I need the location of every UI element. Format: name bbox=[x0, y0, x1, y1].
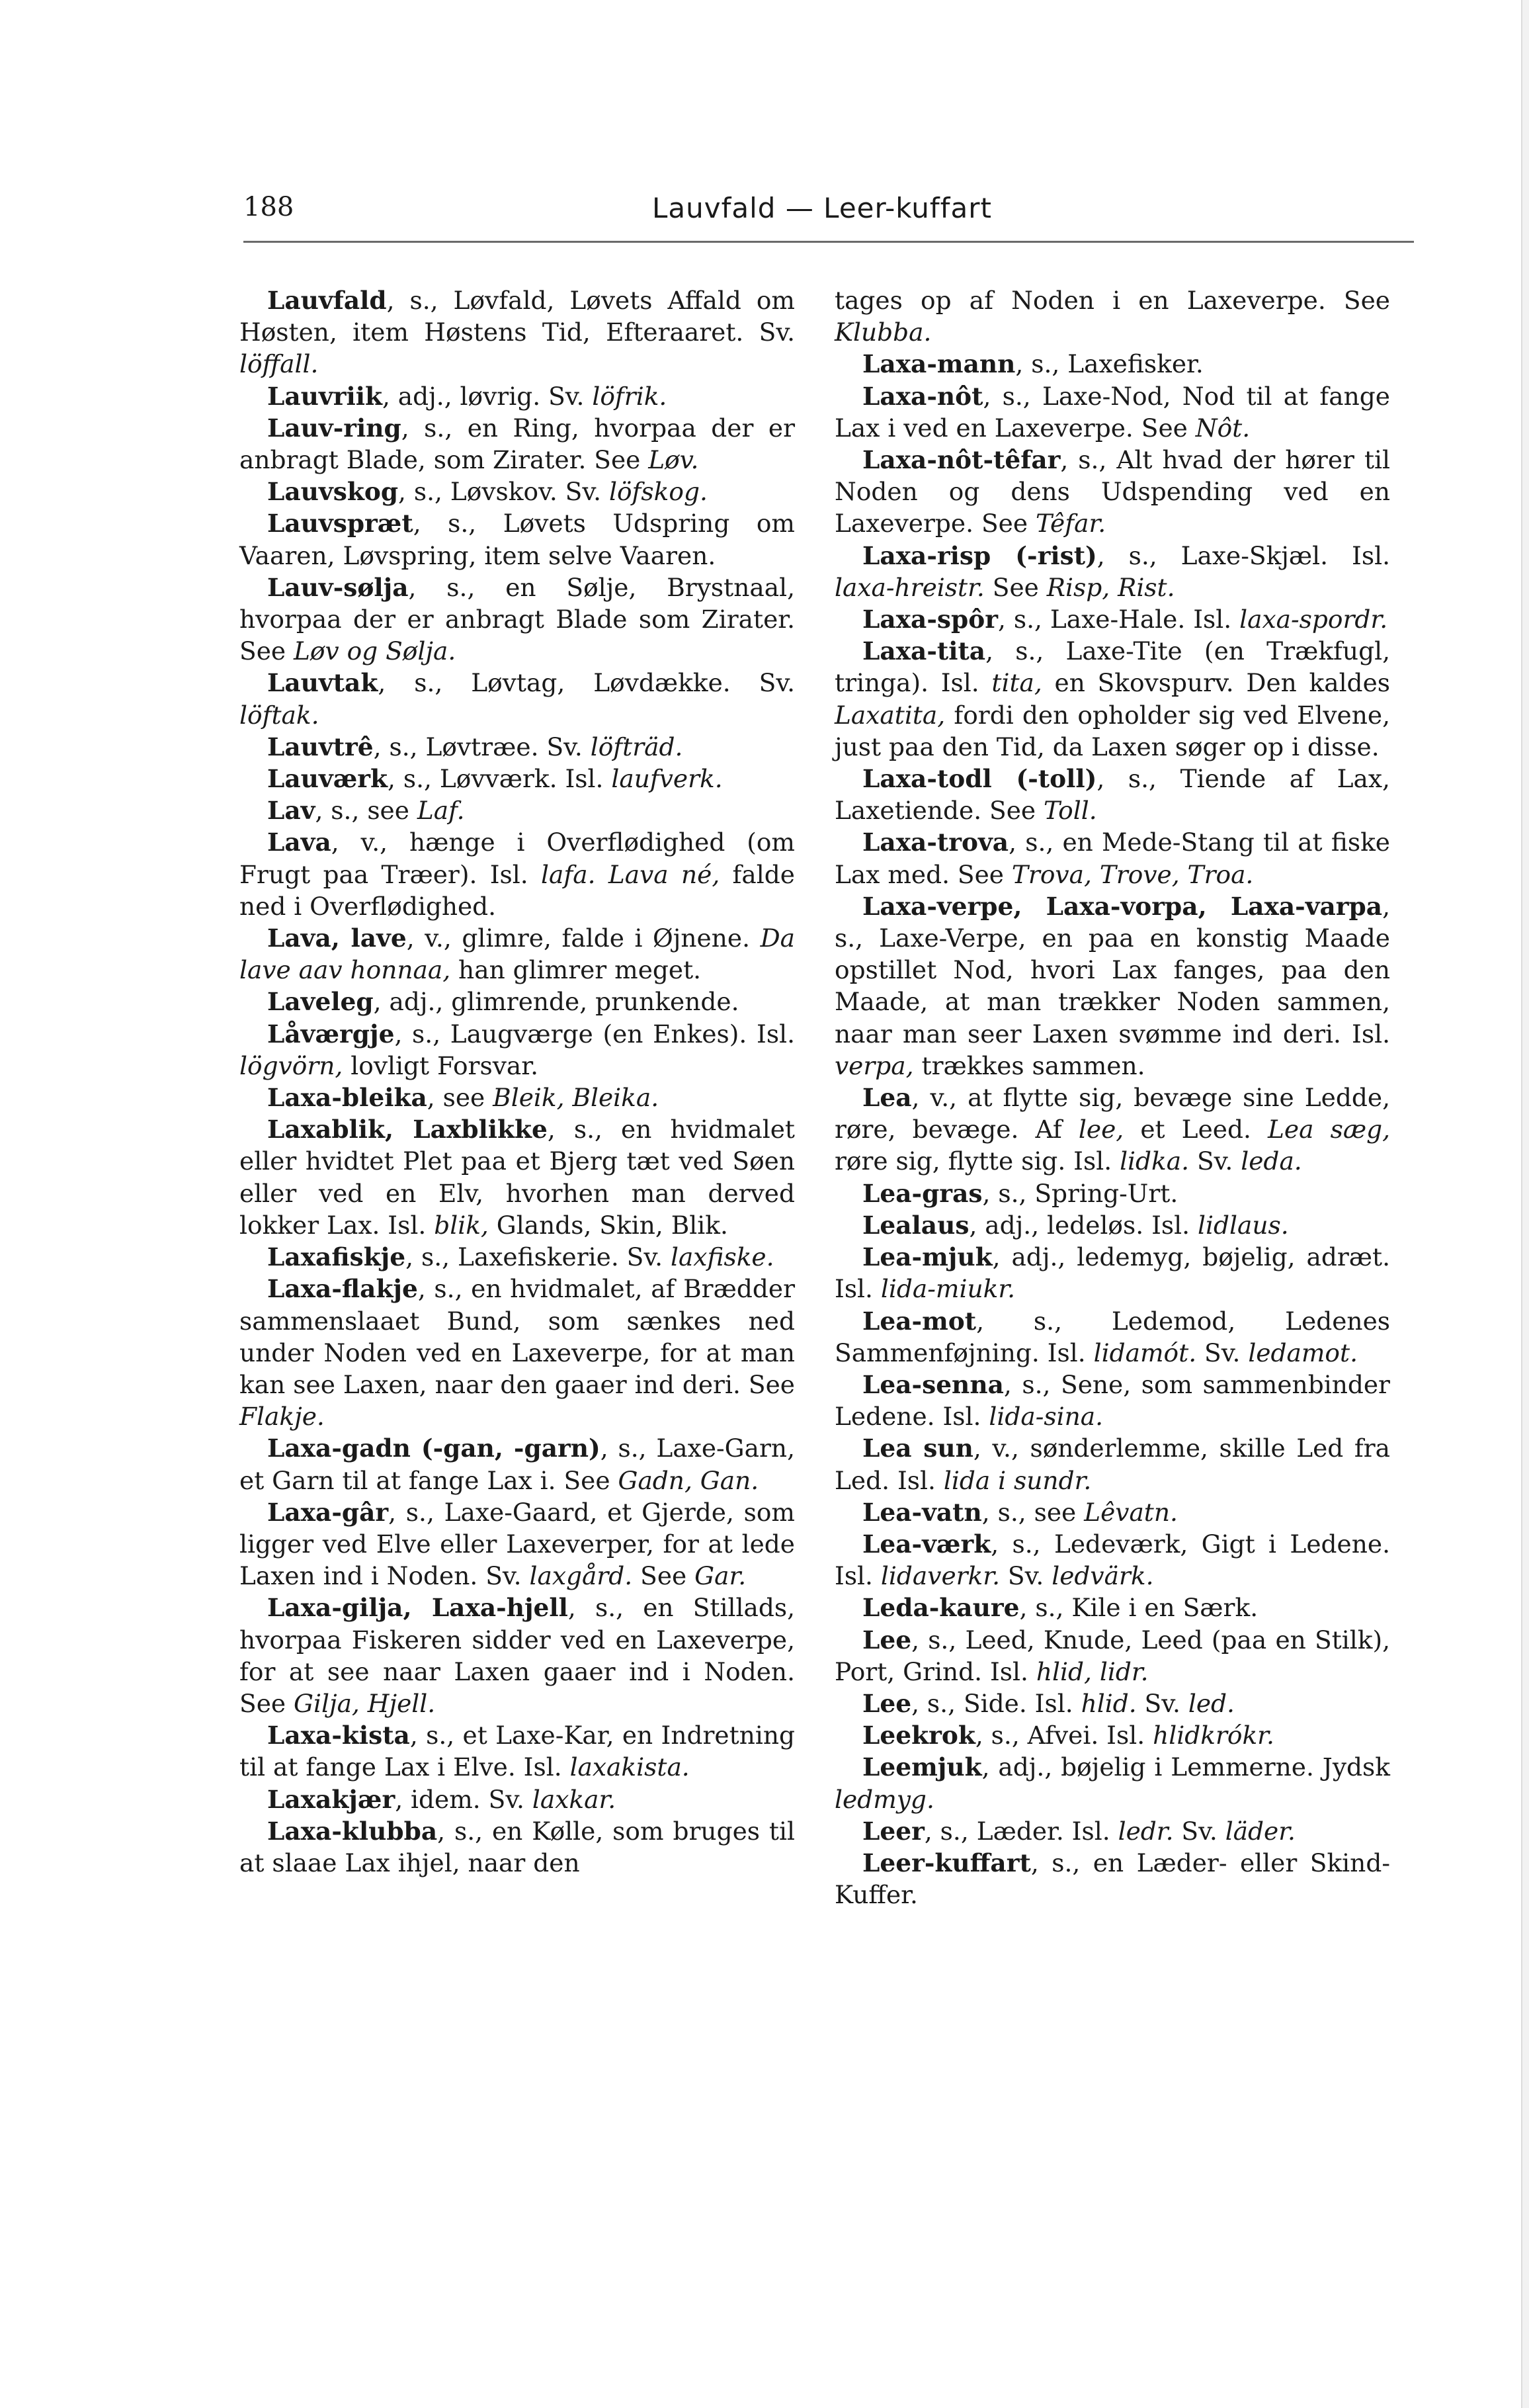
headword: Lealaus bbox=[862, 1210, 970, 1240]
entry-italic: lidka. bbox=[1120, 1146, 1190, 1176]
entry-text: , s., Løvets Udspring om Vaaren, Løvspring, item selve Vaaren. bbox=[239, 509, 795, 570]
right-column bbox=[835, 284, 1390, 1911]
dictionary-entry bbox=[239, 284, 795, 380]
dictionary-entry bbox=[835, 1082, 1390, 1178]
headword: Laxa-gilja, Laxa-hjell bbox=[267, 1593, 568, 1623]
entry-text: , s., en Sølje, Brystnaal, hvorpaa der er anbragt Blade som Zirater. See bbox=[239, 572, 795, 666]
entry-text: See bbox=[984, 572, 1047, 602]
entry-italic: Da lave aav honnaa, bbox=[239, 924, 795, 985]
entry-text: , s., Spring-Urt. bbox=[982, 1178, 1178, 1208]
entry-text: , s., en Mede-Stang til at fiske Lax med. See bbox=[835, 828, 1390, 889]
headword: Lea-værk bbox=[862, 1529, 991, 1559]
entry-italic: lee, bbox=[1078, 1115, 1124, 1144]
entry-text: Sv. bbox=[1196, 1338, 1249, 1367]
entry-italic: lidaverkr. bbox=[880, 1561, 1001, 1591]
entry-italic: Laf. bbox=[417, 796, 465, 826]
dictionary-entry bbox=[239, 826, 795, 922]
entry-text: , s., Laxe-Garn, et Garn til at fange Lax i. See bbox=[239, 1434, 795, 1495]
headword: Lauv-ring bbox=[267, 413, 401, 443]
entry-text: , s., Laxe-Tite (en Trækfugl, tringa). Isl. bbox=[835, 636, 1390, 698]
dictionary-entry bbox=[239, 1241, 795, 1273]
entry-text: , s., Leed, Knude, Leed (paa en Stilk), Port, Grind. Isl. bbox=[835, 1625, 1390, 1686]
entry-text: , v., at flytte sig, bevæge sine Ledde, røre, bevæge. Af bbox=[835, 1083, 1390, 1144]
dictionary-entry bbox=[835, 1496, 1390, 1528]
headword: Laxa-bleika bbox=[267, 1083, 427, 1113]
headword: Laxa-risp (-rist) bbox=[862, 540, 1097, 570]
entry-italic: löfträd. bbox=[590, 732, 683, 761]
dictionary-entry bbox=[835, 1369, 1390, 1432]
dictionary-entry bbox=[239, 763, 795, 795]
entry-italic: blik, bbox=[434, 1210, 489, 1240]
entry-text: Sv. bbox=[1173, 1816, 1225, 1846]
dictionary-entry bbox=[239, 1592, 795, 1719]
entry-text: , s., en Ring, hvorpaa der er anbragt Blade, som Zirater. See bbox=[239, 413, 795, 475]
entry-italic: laxfiske. bbox=[670, 1242, 774, 1272]
entry-text: Glands, Skin, Blik. bbox=[488, 1210, 728, 1240]
dictionary-entry bbox=[835, 635, 1390, 763]
entry-text: , v., glimre, falde i Øjnene. bbox=[406, 924, 761, 953]
entry-italic: verpa, bbox=[835, 1051, 914, 1080]
dictionary-entry bbox=[835, 284, 1390, 348]
entry-text: , s., Laxefiskerie. Sv. bbox=[405, 1242, 671, 1272]
dictionary-entry bbox=[239, 1784, 795, 1815]
entry-text: , s., Laxe-Gaard, et Gjerde, som ligger ved Elve eller Laxeverper, for at lede Laxen ind i Noden. Sv. bbox=[239, 1497, 795, 1591]
entry-text: , s., Løvværk. Isl. bbox=[388, 764, 612, 794]
entry-text: , see bbox=[427, 1083, 493, 1113]
dictionary-entry bbox=[835, 1528, 1390, 1592]
entry-text: , s., Tiende af Lax, Laxetiende. See bbox=[835, 764, 1390, 826]
headword: Laxa-mann bbox=[862, 349, 1016, 379]
entry-italic: Flakje. bbox=[239, 1402, 325, 1432]
dictionary-entry bbox=[835, 890, 1390, 1082]
headword: Laxa-gâr bbox=[267, 1497, 389, 1527]
headword: Leda-kaure bbox=[862, 1593, 1020, 1623]
entry-italic: Nôt. bbox=[1195, 413, 1251, 443]
headword: Laxa-todl (-toll) bbox=[862, 764, 1097, 794]
entry-text: falde ned i Overflødighed. bbox=[239, 859, 795, 921]
entry-text: , s., en Læder- eller Skind-Kuffer. bbox=[835, 1848, 1390, 1910]
headword: Lea-gras bbox=[862, 1178, 983, 1208]
headword: Lava bbox=[267, 828, 331, 857]
entry-italic: hlid. bbox=[1081, 1688, 1137, 1718]
dictionary-entry bbox=[239, 412, 795, 476]
entry-text: , s., Laxe-Hale. Isl. bbox=[998, 605, 1240, 634]
entry-italic: lida-sina. bbox=[989, 1402, 1104, 1432]
entry-italic: laxakista. bbox=[569, 1752, 690, 1782]
headword: Lauvriik bbox=[267, 381, 382, 411]
headword: Låværgje bbox=[267, 1019, 395, 1049]
dictionary-entry bbox=[835, 380, 1390, 444]
dictionary-entry bbox=[835, 1719, 1390, 1751]
headword: Laxa-kista bbox=[267, 1721, 410, 1750]
entry-italic: löfrik. bbox=[592, 381, 667, 411]
entry-italic: Løv og Sølja. bbox=[294, 636, 456, 666]
headword: Laxakjær bbox=[267, 1784, 395, 1814]
headword: Laxa-tita bbox=[862, 636, 986, 666]
entry-italic: Klubba. bbox=[835, 318, 932, 347]
page-header bbox=[243, 192, 1414, 242]
dictionary-entry bbox=[239, 1113, 795, 1241]
dictionary-entry bbox=[835, 1592, 1390, 1623]
entry-text: , s., Alt hvad der hører til Noden og dens Udspending ved en Laxeverpe. See bbox=[835, 445, 1390, 538]
entry-text: , s., en Kølle, som bruges til at slaae Lax ihjel, naar den bbox=[239, 1816, 795, 1877]
entry-text: Sv. bbox=[1136, 1688, 1188, 1718]
entry-italic: lidlaus. bbox=[1197, 1210, 1289, 1240]
entry-italic: Løv. bbox=[648, 445, 699, 475]
dictionary-entry bbox=[835, 1815, 1390, 1847]
dictionary-entry bbox=[239, 476, 795, 507]
dictionary-entry bbox=[835, 348, 1390, 380]
entry-text: , s., Løvskov. Sv. bbox=[398, 477, 609, 507]
entry-text: røre sig, flytte sig. Isl. bbox=[835, 1146, 1120, 1176]
headword: Laxa-nôt-têfar bbox=[862, 445, 1061, 475]
dictionary-entry bbox=[239, 1496, 795, 1592]
entry-italic: leda. bbox=[1241, 1146, 1302, 1176]
entry-text: , adj., glimrende, prunkende. bbox=[373, 987, 739, 1017]
headword: Lauvtrê bbox=[267, 732, 374, 761]
entry-text: lovligt Forsvar. bbox=[343, 1051, 538, 1080]
entry-text: , s., en hvidmalet eller hvidtet Plet paa et Bjerg tæt ved Søen eller ved en Elv, hvorhen man derved lokker Lax. Isl. bbox=[239, 1115, 795, 1240]
dictionary-entry bbox=[835, 1624, 1390, 1688]
headword: Leer bbox=[862, 1816, 925, 1846]
entry-text: , s., Laugværge (en Enkes). Isl. bbox=[394, 1019, 795, 1049]
entry-italic: Gadn, Gan. bbox=[618, 1465, 759, 1495]
header-rule bbox=[243, 241, 1414, 243]
entry-text: , s., en hvidmalet, af Brædder sammenslaaet Bund, som sænkes ned under Noden ved en Laxeverpe, for at man kan see Laxen, naar den gaaer ind deri. See bbox=[239, 1274, 795, 1399]
dictionary-entry bbox=[835, 763, 1390, 826]
entry-text: , s., Side. Isl. bbox=[911, 1688, 1081, 1718]
dictionary-entry bbox=[835, 444, 1390, 540]
entry-italic: lida i sundr. bbox=[943, 1465, 1092, 1495]
headword: Lea-senna bbox=[862, 1369, 1004, 1399]
entry-italic: tita, bbox=[991, 668, 1042, 698]
headword: Laxa-nôt bbox=[862, 381, 983, 411]
entry-italic: lidamót. bbox=[1093, 1338, 1197, 1367]
dictionary-entry bbox=[239, 922, 795, 986]
entry-text: , adj., ledeløs. Isl. bbox=[969, 1210, 1198, 1240]
entry-text: , idem. Sv. bbox=[395, 1784, 532, 1814]
entry-italic: löffall. bbox=[239, 349, 319, 379]
entry-text: See bbox=[632, 1561, 695, 1591]
entry-text: , adj., løvrig. Sv. bbox=[382, 381, 593, 411]
headword: Lav bbox=[267, 796, 315, 826]
entry-italic: laxa-hreistr. bbox=[835, 572, 985, 602]
entry-italic: Lêvatn. bbox=[1084, 1497, 1178, 1527]
entry-text: , s., Kile i en Særk. bbox=[1019, 1593, 1259, 1623]
entry-italic: Toll. bbox=[1044, 796, 1097, 826]
headword: Leemjuk bbox=[862, 1752, 982, 1782]
headword: Laxa-trova bbox=[862, 828, 1009, 857]
headword: Lauv-sølja bbox=[267, 572, 409, 602]
entry-text: en Skovspurv. Den kaldes bbox=[1042, 668, 1390, 698]
running-head: Lauvfald — Leer-kuffart bbox=[652, 192, 992, 224]
dictionary-entry bbox=[239, 795, 795, 826]
entry-italic: laxgård. bbox=[529, 1561, 633, 1591]
headword: Laveleg bbox=[267, 987, 374, 1017]
entry-italic: ledmyg. bbox=[835, 1784, 934, 1814]
headword: Lea-vatn bbox=[862, 1497, 982, 1527]
dictionary-entry bbox=[239, 731, 795, 763]
headword: Lauvskog bbox=[267, 477, 399, 507]
entry-text: , s., Læder. Isl. bbox=[924, 1816, 1118, 1846]
dictionary-entry bbox=[835, 826, 1390, 890]
entry-text: , s., Laxefisker. bbox=[1015, 349, 1204, 379]
entry-italic: ledr. bbox=[1118, 1816, 1174, 1846]
headword: Laxa-gadn (-gan, -garn) bbox=[267, 1434, 600, 1463]
headword: Lea bbox=[862, 1083, 912, 1113]
entry-italic: Gilja, Hjell. bbox=[294, 1688, 436, 1718]
headword: Laxafiskje bbox=[267, 1242, 406, 1272]
entry-italic: lafa. Lava né, bbox=[541, 859, 720, 889]
entry-text: fordi den opholder sig ved Elvene, just paa den Tid, da Laxen søger op i disse. bbox=[835, 700, 1390, 761]
headword: Lea-mot bbox=[862, 1306, 977, 1336]
entry-text: , s., Løvtag, Løvdække. Sv. bbox=[378, 668, 795, 698]
entry-italic: laxa-spordr. bbox=[1239, 605, 1388, 634]
dictionary-entry bbox=[239, 380, 795, 412]
headword: Lauvtak bbox=[267, 668, 378, 698]
dictionary-entry bbox=[239, 1273, 795, 1432]
entry-text: han glimrer meget. bbox=[450, 955, 702, 985]
entry-text: , v., sønderlemme, skille Led fra Led. Isl. bbox=[835, 1434, 1390, 1495]
entry-text: , s., see bbox=[315, 796, 417, 826]
dictionary-entry bbox=[835, 540, 1390, 603]
entry-italic: ledamot. bbox=[1248, 1338, 1358, 1367]
headword: Laxa-verpe, Laxa-vorpa, Laxa-varpa bbox=[862, 891, 1383, 921]
entry-text: , s., Sene, som sammenbinder Ledene. Isl. bbox=[835, 1369, 1390, 1432]
entry-text: , adj., ledemyg, bøjelig, adræt. Isl. bbox=[835, 1242, 1390, 1304]
dictionary-entry bbox=[239, 667, 795, 730]
entry-italic: hlid, lidr. bbox=[1036, 1656, 1149, 1686]
entry-italic: löftak. bbox=[239, 700, 319, 730]
entry-italic: laufverk. bbox=[611, 764, 723, 794]
dictionary-entry bbox=[239, 986, 795, 1017]
entry-text: , s., Ledeværk, Gigt i Ledene. Isl. bbox=[835, 1529, 1390, 1591]
dictionary-entry bbox=[835, 1305, 1390, 1369]
headword: Laxa-flakje bbox=[267, 1274, 418, 1304]
headword: Lava, lave bbox=[267, 924, 407, 953]
entry-text: , v., hænge i Overflødighed (om Frugt paa Træer). Isl. bbox=[239, 828, 795, 889]
dictionary-entry bbox=[835, 1241, 1390, 1305]
headword: Lee bbox=[862, 1625, 912, 1655]
dictionary-entry bbox=[239, 1082, 795, 1113]
entry-italic: läder. bbox=[1225, 1816, 1296, 1846]
headword: Lauvspræt bbox=[267, 509, 413, 538]
entry-italic: lida-miukr. bbox=[880, 1274, 1016, 1304]
entry-text: , s., Løvtræe. Sv. bbox=[373, 732, 591, 761]
dictionary-entry bbox=[239, 1018, 795, 1082]
dictionary-entry bbox=[835, 1688, 1390, 1719]
entry-italic: Trova, Trove, Troa. bbox=[1011, 859, 1254, 889]
entry-italic: Risp, Rist. bbox=[1046, 572, 1175, 602]
dictionary-entry bbox=[239, 507, 795, 571]
entry-text: , s., en Stillads, hvorpaa Fiskeren sidder ved en Laxeverpe, for at see naar Laxen gaaer ind i Noden. See bbox=[239, 1593, 795, 1718]
entry-text: , s., et Laxe-Kar, en Indretning til at fange Lax i Elve. Isl. bbox=[239, 1721, 795, 1782]
entry-italic: löfskog. bbox=[608, 477, 708, 507]
dictionary-entry bbox=[835, 1432, 1390, 1496]
entry-text: tages op af Noden i en Laxeverpe. See bbox=[835, 286, 1390, 315]
entry-italic: Bleik, Bleika. bbox=[493, 1083, 659, 1113]
page-number: 188 bbox=[243, 192, 294, 222]
dictionary-entry bbox=[835, 603, 1390, 635]
entry-text: , s., Ledemod, Ledenes Sammenføjning. Isl. bbox=[835, 1306, 1390, 1367]
entry-italic: lögvörn, bbox=[239, 1051, 343, 1080]
dictionary-entry bbox=[239, 1432, 795, 1496]
entry-text: , s., Laxe-Nod, Nod til at fange Lax i ved en Laxeverpe. See bbox=[835, 381, 1390, 443]
entry-text: , s., Laxe-Skjæl. Isl. bbox=[1096, 540, 1390, 570]
left-column bbox=[239, 284, 795, 1879]
page-edge bbox=[1521, 0, 1529, 2408]
entry-text: et Leed. bbox=[1124, 1115, 1268, 1144]
entry-italic: Laxatita, bbox=[835, 700, 946, 730]
headword: Laxablik, Laxblikke bbox=[267, 1115, 548, 1144]
headword: Lee bbox=[862, 1688, 912, 1718]
entry-italic: laxkar. bbox=[532, 1784, 616, 1814]
entry-text: , s., Laxe-Verpe, en paa en konstig Maade opstillet Nod, hvori Lax fanges, paa den Maade, at man trækker Noden sammen, naar man seer Laxen svømme ind deri. Isl. bbox=[835, 891, 1390, 1049]
entry-italic: Lea sæg, bbox=[1268, 1115, 1390, 1144]
dictionary-entry bbox=[835, 1209, 1390, 1241]
headword: Lauværk bbox=[267, 764, 388, 794]
entry-text: , adj., bøjelig i Lemmerne. Jydsk bbox=[981, 1752, 1390, 1782]
dictionary-entry bbox=[835, 1178, 1390, 1209]
dictionary-entry bbox=[239, 1815, 795, 1879]
entry-text: , s., Løvfald, Løvets Affald om Høsten, item Høstens Tid, Efteraaret. Sv. bbox=[239, 286, 795, 347]
headword: Leekrok bbox=[862, 1721, 975, 1750]
headword: Lea-mjuk bbox=[862, 1242, 993, 1272]
entry-italic: led. bbox=[1188, 1688, 1235, 1718]
dictionary-entry bbox=[835, 1751, 1390, 1815]
dictionary-entry bbox=[239, 1719, 795, 1783]
entry-italic: Gar. bbox=[694, 1561, 747, 1591]
headword: Leer-kuffart bbox=[862, 1848, 1031, 1877]
dictionary-entry bbox=[835, 1847, 1390, 1911]
dictionary-entry bbox=[239, 572, 795, 667]
headword: Lea sun bbox=[862, 1434, 973, 1463]
entry-text: Sv. bbox=[1189, 1146, 1241, 1176]
entry-text: , s., see bbox=[981, 1497, 1085, 1527]
headword: Lauvfald bbox=[267, 286, 387, 315]
entry-italic: hlidkrókr. bbox=[1153, 1721, 1274, 1750]
headword: Laxa-spôr bbox=[862, 605, 998, 634]
entry-text: Sv. bbox=[1000, 1561, 1052, 1591]
entry-text: , s., Afvei. Isl. bbox=[975, 1721, 1153, 1750]
entry-text: trækkes sammen. bbox=[913, 1051, 1145, 1080]
headword: Laxa-klubba bbox=[267, 1816, 438, 1846]
entry-italic: Têfar. bbox=[1035, 509, 1106, 538]
entry-italic: ledvärk. bbox=[1052, 1561, 1154, 1591]
